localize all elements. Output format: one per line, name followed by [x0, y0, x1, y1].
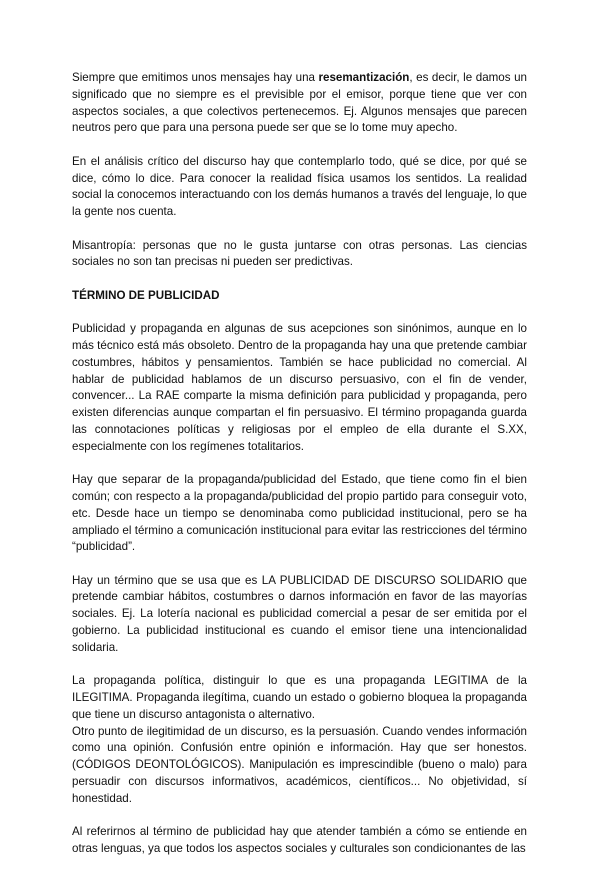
section-heading: TÉRMINO DE PUBLICIDAD	[72, 288, 220, 302]
paragraph-estado: Hay que separar de la propaganda/publicidad del Estado, que tiene como fin el bien común; con respecto a la propaganda/publicidad del propio partido para conseguir voto, etc. Desde hace un tiempo se denominaba como publicidad institucional, pero se ha ampliado el término a comunicación institucional para evitar las restricciones del término “publicidad”.	[72, 473, 527, 554]
paragraph-otras-lenguas: Al referirnos al término de publicidad hay que atender también a cómo se entiende en otras lenguas, ya que todos los aspectos sociales y culturales son condicionantes de las	[72, 825, 527, 856]
paragraph-misantropia: Misantropía: personas que no le gusta juntarse con otras personas. Las ciencias sociales no son tan precisas ni pueden ser predictivas.	[72, 238, 527, 269]
document-page	[72, 70, 527, 874]
paragraph-text: , es decir, le damos un significado que no siempre es el previsible por el emisor, porque tiene que ver con aspectos sociales, a que colectivos pertenecemos. Ej. Algunos mensajes que parecen neutros pero que para una persona puede ser que se lo tome muy apecho.	[72, 71, 527, 135]
paragraph-resemantizacion	[72, 70, 527, 137]
paragraph-discurso-solidario: Hay un término que se usa que es LA PUBLICIDAD DE DISCURSO SOLIDARIO que pretende cambiar hábitos, costumbres o darnos información en favor de las mayorías sociales. Ej. La lotería nacional es publicidad comercial a pesar de ser emitida por el gobierno. La publicidad institucional es cuando el emisor tiene una intencionalidad solidaria.	[72, 573, 527, 654]
paragraph-publicidad-propaganda: Publicidad y propaganda en algunas de sus acepciones son sinónimos, aunque en lo más técnico está más obsoleto. Dentro de la propaganda hay una que pretende cambiar costumbres, hábitos y pensamientos. También se hace publicidad no comercial. Al hablar de publicidad hablamos de un discurso persuasivo, con el fin de vender, convencer... La RAE comparte la misma definición para publicidad y propaganda, pero existen diferencias aunque compartan el fin persuasivo. El término propaganda guarda las connotaciones políticas y religiosas por el empleo de ella durante el S.XX, especialmente con los regímenes totalitarios.	[72, 322, 527, 453]
paragraph-text: Siempre que emitimos unos mensajes hay una	[72, 71, 319, 84]
paragraph-propaganda-politica: La propaganda política, distinguir lo que es una propaganda LEGITIMA de la ILEGITIMA. Propaganda ilegítima, cuando un estado o gobierno bloquea la propaganda que tiene un discurso antagonista o alternativo.	[72, 674, 527, 721]
paragraph-persuasion: Otro punto de ilegitimidad de un discurso, es la persuasión. Cuando vendes información como una opinión. Confusión entre opinión e información. Hay que ser honestos. (CÓDIGOS DEONTOLÓGICOS). Manipulación es imprescindible (bueno o malo) para persuadir con discursos informativos, académicos, científicos... No objetividad, sí honestidad.	[72, 724, 527, 805]
bold-term: resemantización	[318, 71, 410, 84]
paragraph-analisis-critico: En el análisis crítico del discurso hay que contemplarlo todo, qué se dice, por qué se dice, cómo lo dice. Para conocer la realidad física usamos los sentidos. La realidad social la conocemos interactuando con los demás humanos a través del lenguaje, lo que la gente nos cuenta.	[72, 154, 528, 219]
